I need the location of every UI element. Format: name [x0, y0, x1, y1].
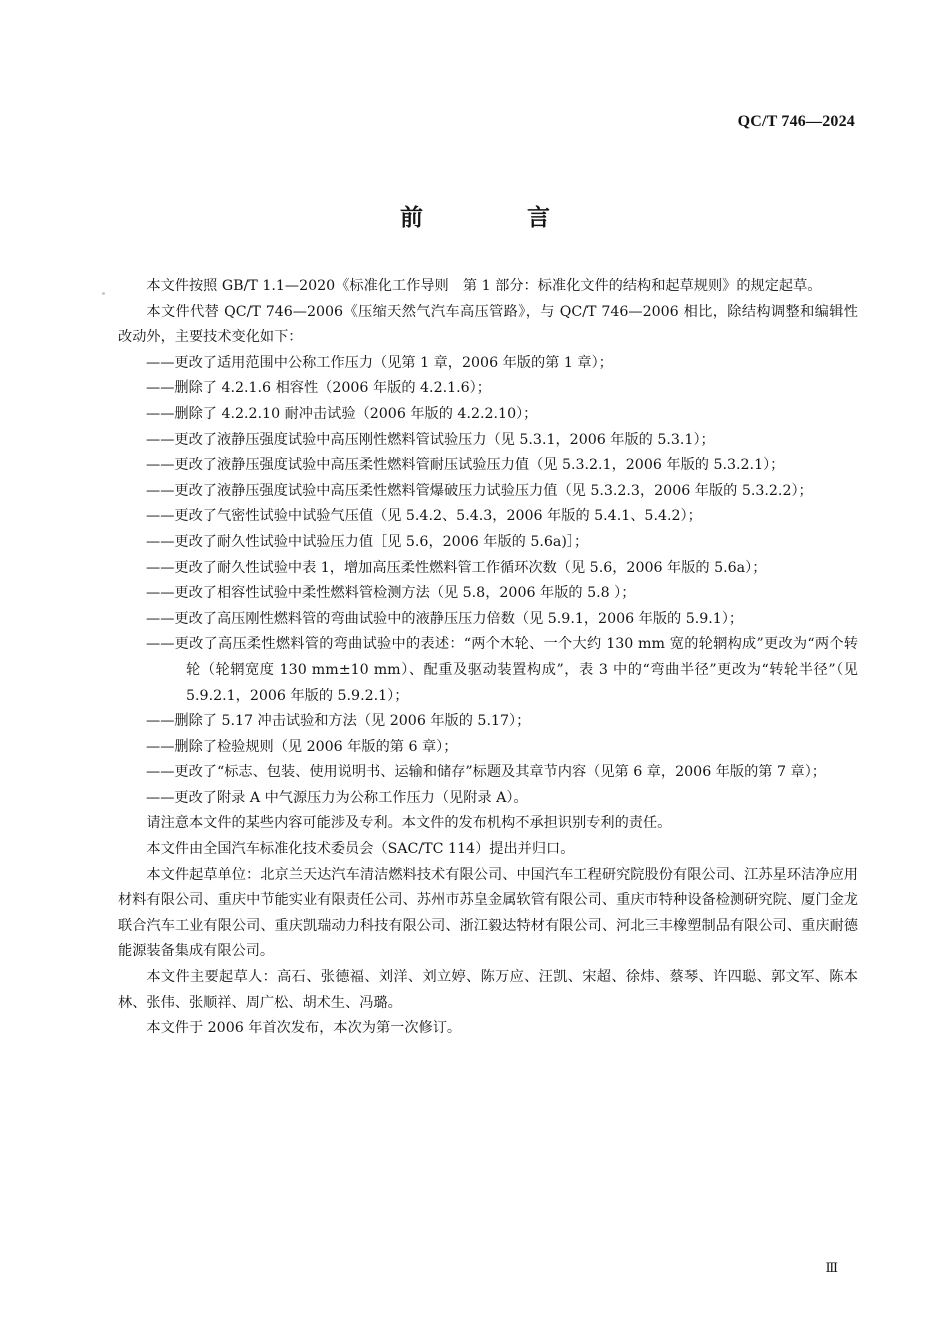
change-item: ——更改了附录 A 中气源压力为公称工作压力（见附录 A）。 [146, 789, 528, 806]
change-item: ——更改了液静压强度试验中高压柔性燃料管耐压试验压力值（见 5.3.2.1，2006 年版的 5.3.2.1）； [146, 457, 785, 474]
paragraph-replacement-notice: 本文件代替 QC/T 746—2006《压缩天然气汽车高压管路》，与 QC/T 746—2006 相比，除结构调整和编辑性改动外，主要技术变化如下： [118, 303, 858, 346]
change-item: ——删除了 4.2.1.6 相容性（2006 年版的 4.2.1.6）； [146, 380, 491, 397]
paragraph-proposer: 本文件由全国汽车标准化技术委员会（SAC/TC 114）提出并归口。 [146, 841, 575, 858]
change-item: ——更改了耐久性试验中表 1，增加高压柔性燃料管工作循环次数（见 5.6，2006 年版的 5.6a）； [146, 559, 767, 576]
paragraph-drafting-units: 本文件起草单位：北京兰天达汽车清洁燃料技术有限公司、中国汽车工程研究院股份有限公司、江苏星环洁净应用材料有限公司、重庆中节能实业有限责任公司、苏州市苏皇金属软管有限公司、重庆市特种设备检测研究院、厦门金龙联合汽车工业有限公司、重庆凯瑞动力科技有限公司、浙江毅达特材有限公司、河北三丰橡塑制品有限公司、重庆耐德能源装备集成有限公司。 [118, 866, 858, 960]
change-item: ——更改了液静压强度试验中高压柔性燃料管爆破压力试验压力值（见 5.3.2.3，2006 年版的 5.3.2.2）； [146, 482, 813, 499]
paragraph-drafting-rules: 本文件按照 GB/T 1.1—2020《标准化工作导则 第 1 部分：标准化文件的结构和起草规则》的规定起草。 [146, 278, 822, 294]
change-item: ——更改了相容性试验中柔性燃料管检测方法（见 5.8，2006 年版的 5.8 ）； [146, 585, 636, 602]
paragraph-drafters: 本文件主要起草人：高石、张德福、刘洋、刘立婷、陈万应、汪凯、宋超、徐炜、蔡琴、许四聪、郭文军、陈本林、张伟、张顺祥、周广松、胡术生、冯璐。 [118, 969, 858, 1011]
change-item: ——删除了 4.2.2.10 耐冲击试验（2006 年版的 4.2.2.10）； [146, 405, 538, 422]
paragraph-patent-notice: 请注意本文件的某些内容可能涉及专利。本文件的发布机构不承担识别专利的责任。 [146, 815, 672, 832]
page-number: Ⅲ [825, 1260, 838, 1275]
change-item: ——更改了适用范围中公称工作压力（见第 1 章，2006 年版的第 1 章）； [146, 354, 613, 371]
change-item: ——删除了 5.17 冲击试验和方法（见 2006 年版的 5.17）； [146, 713, 531, 730]
foreword-body [118, 274, 858, 1042]
document-code: QC/T 746—2024 [737, 113, 855, 130]
change-item: ——更改了高压刚性燃料管的弯曲试验中的液静压压力倍数（见 5.9.1，2006 年版的 5.9.1）； [146, 610, 744, 627]
page-title: 前 言 [399, 205, 598, 231]
change-item: ——删除了检验规则（见 2006 年版的第 6 章）； [146, 738, 458, 755]
change-item: ——更改了“标志、包装、使用说明书、运输和储存”标题及其章节内容（见第 6 章，2006 年版的第 7 章）； [146, 764, 826, 781]
scan-speck [102, 292, 105, 295]
change-item: ——更改了高压柔性燃料管的弯曲试验中的表述：“两个木轮、一个大约 130 mm 宽的轮辋构成”更改为“两个转轮（轮辋宽度 130 mm±10 mm）、配重及驱动装置构成”，表 3 中的“弯曲半径”更改为“转轮半径”（见 5.9.2.1，2006 年版的 5.9.2.1）； [146, 636, 858, 704]
change-item: ——更改了液静压强度试验中高压刚性燃料管试验压力（见 5.3.1，2006 年版的 5.3.1）； [146, 431, 715, 448]
change-item: ——更改了气密性试验中试验气压值（见 5.4.2、5.4.3，2006 年版的 5.4.1、5.4.2）； [146, 508, 702, 525]
change-item: ——更改了耐久性试验中试验压力值［见 5.6，2006 年版的 5.6a)］； [146, 533, 589, 550]
paragraph-revision-history: 本文件于 2006 年首次发布，本次为第一次修订。 [146, 1020, 462, 1037]
